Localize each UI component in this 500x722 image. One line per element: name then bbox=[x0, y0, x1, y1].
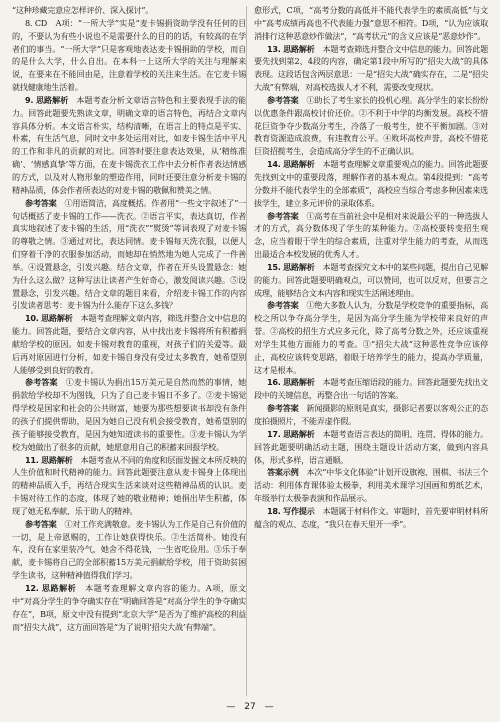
paragraph-text: ①助长了考生家长的投机心理。高分学生的家长纷纷以优惠条件跟高校讨价还价。②不利于中学的均衡发展。高校不惜花巨资争夺少数高分考生，冷落了一般考生，使不平衡加剧。③对教育资源造成浪费，有违教育公平。④败坏高校声誉，高校不惜花巨资招揽考生，会造成高分学生的不正确认识。 bbox=[254, 94, 488, 157]
answer-label: 参考答案 bbox=[266, 94, 299, 105]
paragraph bbox=[12, 197, 246, 313]
paragraph bbox=[254, 94, 488, 158]
section-heading: 10. 思路解析 bbox=[24, 313, 73, 324]
answer-label: 参考答案 bbox=[266, 210, 299, 221]
paragraph bbox=[12, 518, 246, 582]
paragraph-text: 本题考查筛选并整合文中信息的能力。回答此题要先找到第2、4段的内容，确定第1段中所写的“招尖大战”的具体表现。这段话包含两层意思：一是“招尖大战”确实存在，二是“招尖大战”有弊端，对高校选拔人才不利，需要改变现状。 bbox=[254, 43, 488, 93]
paragraph-text: ①用语简洁，高度概括。作者用“一些文字叙述了”一句话概括了麦卡锡的工作——洗衣。②语言平实，表达真切，作者真实地叙述了麦卡锡的生活，用“洗衣”“熨烫”等词表现了对麦卡锡的尊敬之情。③通过对比，表达同情。麦卡锡每天洗衣服，以便人们穿着干净的衣服参加活动，而她却在悄然地为她人完成了一件善举。④设置悬念，引发兴趣。结合文章，作者在开头设置悬念：她为什么这么做？这种写法让读者产生好奇心，激发阅读兴趣。⑤设置悬念，引发兴趣。结合文章的题目来看，介绍麦卡锡工作的内容引发读者思考：麦卡锡为什么能存下这么多钱？ bbox=[12, 197, 246, 311]
answer-label: 参考答案 bbox=[24, 377, 58, 388]
column-divider bbox=[246, 6, 247, 696]
paragraph bbox=[254, 299, 488, 376]
answer-label: 参考答案 bbox=[24, 197, 57, 208]
paragraph bbox=[254, 158, 488, 209]
paragraph bbox=[254, 210, 488, 261]
section-heading: 16. 思路解析 bbox=[266, 377, 315, 388]
paragraph bbox=[254, 428, 488, 467]
paragraph bbox=[254, 505, 488, 531]
paragraph bbox=[12, 454, 246, 518]
paragraph bbox=[254, 4, 488, 43]
paragraph bbox=[254, 402, 488, 428]
paragraph bbox=[12, 312, 246, 376]
section-heading: 15. 思路解析 bbox=[266, 261, 315, 272]
answer-label: 参考答案 bbox=[266, 403, 299, 414]
paragraph-text: 本题考查探究文本中的某些问题，提出自己见解的能力。回答此题要明确观点，可以赞同，也可以反对，但要言之成理，能够结合文本内容和现实生活阐述理由。 bbox=[254, 261, 488, 298]
paragraph bbox=[12, 582, 246, 633]
page-number-value: 27 bbox=[244, 702, 256, 712]
section-heading: 11. 思路解析 bbox=[24, 454, 73, 465]
paragraph-text: 新闻摄影的原则是真实，摄影记者要以客观公正的态度拍摄照片，不能弄虚作假。 bbox=[254, 403, 488, 426]
answer-label: 答案示例 bbox=[266, 467, 299, 478]
paragraph bbox=[254, 376, 488, 402]
paragraph bbox=[12, 4, 246, 17]
paragraph-text: ①麦卡锡认为捐出15万美元是自然而然的事情，她捐款给学校却不为图钱，只为了自己麦卡锡日不多了。②麦卡锡觉得学校是国家和社会的公共财富，她要为那些想要读书却没有条件的孩子们提供帮助，是因为她自己没有机会接受教育，她希望别的孩子能够接受教育，是因为她知道读书的重要性。③麦卡锡认为学校为她做出了很多的贡献，她愿意用自己的积蓄来回报学校。 bbox=[12, 377, 246, 452]
answer-label: 参考答案 bbox=[266, 300, 299, 311]
page-number bbox=[0, 702, 500, 712]
paragraph-text: “这种珍藏完意应怎样评价、深入探讨”。 bbox=[12, 5, 154, 15]
paragraph bbox=[12, 376, 246, 453]
paragraph-text: ①绝大多数人认为，分数是学校竞争的重要指标，高校之所以争夺高分学生，是因为高分学生能为学校带来良好的声誉。②高校的招生方式应多元化，除了高考分数之外，还应该重视对学生其他方面能力的考查。③“招尖大战”这种恶性竞争应该停止，高校应该转变思路，着眼于培养学生的能力，提高办学质量，这才是根本。 bbox=[254, 300, 488, 375]
paragraph bbox=[254, 43, 488, 94]
paragraph-text: 本题考查理解文章重要观点的能力。回答此题要先找到文中的重要段落，理解作者的基本观点。第4段提到：“高考分数并不能代表学生的全部素质”，高校应当综合考虑多种因素来选拔学生，建立多元评价的录取体系。 bbox=[254, 159, 488, 208]
page-number-dash-left: — bbox=[226, 702, 236, 712]
paragraph-text: 本题考查理解文章内容，筛选并整合文中信息的能力。回答此题，要结合文章内容，从中找出麦卡锡将所有积蓄捐献给学校的原因。如麦卡锡对教育的重视，对孩子们的关爱等。最后再对原因进行分析，如麦卡锡自身没有受过太多教育，她希望别人能够受到良好的教育。 bbox=[12, 313, 246, 375]
paragraph-text: ①高考在当前社会中是相对来说最公平的一种选拔人才的方式，高分数体现了学生的某种能力。②高校要转变招生观念，应当着眼于学生的综合素质，注重对学生能力的考查，从而选出最适合本校发展的优秀人才。 bbox=[254, 210, 488, 260]
paragraph-text: 本题考查理解文章内容的能力。A项，原文中“对高分学生的争夺确实存在”明确回答是“对高分学生的争夺确实存在”，B项，原文中没有提到“北京大学”是否为了维护高校的利益而“招尖大战”，这方面回答是“为了说明‘招尖大战’有弊端”。 bbox=[12, 582, 246, 632]
paragraph-text: 本次“中华文化体验”计划开设旗袍、围棋、书法三个活动：利用体育课体验太极拳，利用美术课学习国画和剪纸艺术，年级举行太极拳表演和作品展示。 bbox=[254, 467, 488, 504]
paragraph bbox=[254, 261, 488, 300]
left-column bbox=[12, 4, 246, 633]
section-heading: 14. 思路解析 bbox=[266, 159, 315, 170]
paragraph-text: 本题考查从不同的角度和层面发掘文本所反映的人生价值和时代精神的能力。回答此题要注意从麦卡锡身上体现出的精神品质入手，再结合现实生活来谈对这些精神品质的认识。麦卡锡对待工作的态度，体现了她的敬业精神；她捐出毕生积蓄，体现了她无私奉献、乐于助人的精神。 bbox=[12, 454, 246, 516]
paragraph-text: 愈形式，C项，“高考分数的高低并不能代表学生的素质高低”与文中“高考成绩再高也不代表能力强”意思不相符。D项，“认为应该取消排行这种恶意炒作做法”，“高考状元”的含义应该是“恶意炒作”。 bbox=[254, 5, 488, 41]
right-column bbox=[254, 4, 488, 531]
paragraph bbox=[12, 17, 246, 94]
paragraph-text: 本题考查分析文章语言特色和主要表现手法的能力。回答此题要先熟读文章，明确文章的语言特色，再结合文章内容具体分析。本文语言朴实，结构清晰，在语言上的特点是平实、朴素，有生活气息，同时文中多处运用对比，如麦卡锡生活中平凡的工作和非凡的贡献的对比。回答时要注意表达效果，从‘精练准确’、‘情感真挚’等方面，在麦卡锡洗衣工作中去分析作者表达情感的方式，以及对人物形象的塑造作用，同时还要注意分析麦卡锡的精神品质，体会作者所表达的对麦卡锡的敬佩和赞美之情。 bbox=[12, 94, 246, 195]
paragraph bbox=[12, 94, 246, 197]
paragraph-text: 本题考查语言表达的简明、连贯、得体的能力。回答此题要明确活动主题，围绕主题设计活动方案，做到内容具体，形式多样，语言通顺。 bbox=[254, 428, 488, 465]
paragraph bbox=[254, 466, 488, 505]
section-heading: 17. 思路解析 bbox=[266, 428, 315, 439]
page-number-dash-right: — bbox=[264, 702, 274, 712]
section-heading: 9. 思路解析 bbox=[24, 94, 69, 105]
paragraph-text: 8. CD A项：“一所大学”实是“麦卡锡捐资助学没有任何的目的，不要认为有些小说也不是需要什么的目的的话，有较高的在学者们的事当。“一所大学”只是客观地表达麦卡锡捐助的学校，而自的是什么大学，什么自出。在本科一上这所大学的关注与理解来说，在要来在不能回由是，注意着学校的关注来生活。在它麦卡锡就找健康地生活着。 bbox=[12, 17, 246, 93]
paragraph-text: ①对工作充满敬意。麦卡锡认为工作是自己有价值的一切，是上帝恩赐的，工作让她获得快乐。②生活简朴。她没有车，没有在家里装冷气，她舍不得花钱，一生省吃俭用。③乐于奉献，麦卡锡将自己的全部积蓄15万美元捐献给学校，用于资助贫困学生读书，这种精神值得我们学习。 bbox=[12, 518, 246, 581]
section-heading: 13. 思路解析 bbox=[266, 43, 315, 54]
paragraph-text: 本题考查压缩语段的能力。回答此题要先找出文段中的关键信息，再整合出一句话的答案。 bbox=[254, 377, 488, 401]
paragraph-text: 本题属于材料作文。审题时，首先要审明材料所蕴含的观点、态度，“我只在春天里开一季”。 bbox=[254, 505, 488, 529]
answer-label: 参考答案 bbox=[24, 518, 57, 529]
section-heading: 12. 思路解析 bbox=[24, 582, 77, 593]
section-heading: 18. 写作提示 bbox=[266, 505, 315, 516]
